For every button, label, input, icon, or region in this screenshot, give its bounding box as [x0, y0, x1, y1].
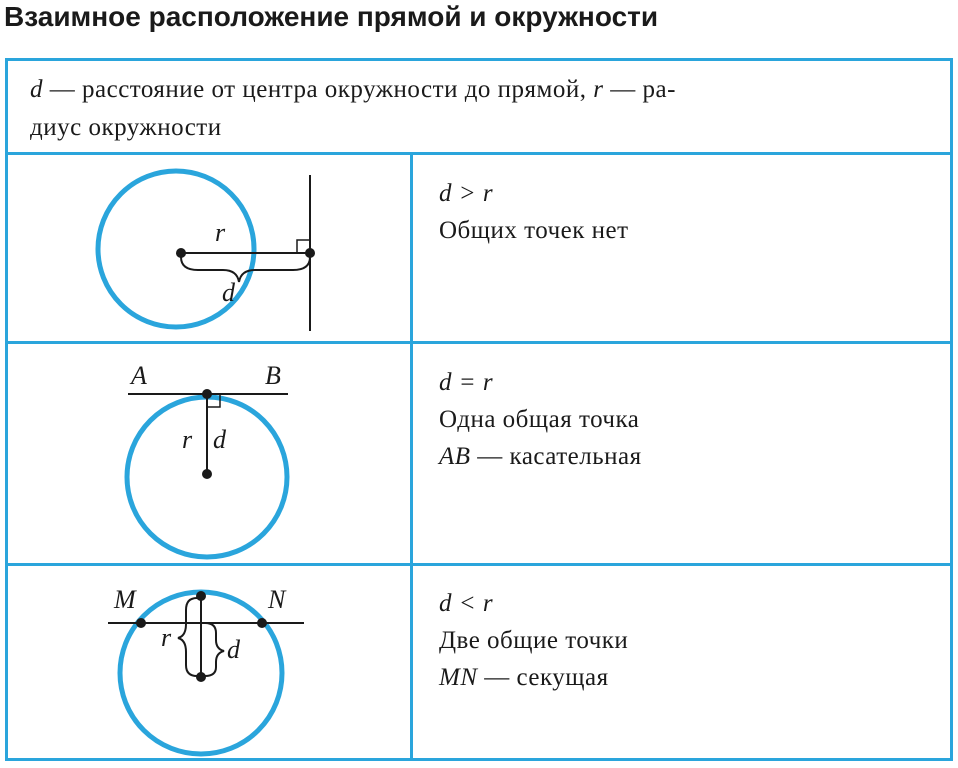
d-label: d — [213, 425, 226, 454]
center-point — [196, 672, 206, 682]
center-point — [176, 248, 186, 258]
row1-text — [439, 175, 929, 249]
r-label: r — [182, 425, 193, 454]
tangent-point — [202, 389, 212, 399]
brace-d — [205, 623, 224, 676]
description-2 — [439, 659, 929, 696]
d-symbol: d — [30, 76, 43, 103]
point-n-label: N — [268, 585, 286, 614]
brace-r — [178, 598, 197, 676]
figure-tangent — [8, 344, 410, 563]
point-m-label: M — [114, 585, 136, 614]
figure-no-intersection — [8, 155, 410, 341]
foot-point — [305, 248, 315, 258]
line-type: — секущая — [477, 664, 609, 691]
table-header-note — [30, 71, 930, 147]
line-name: AB — [439, 443, 471, 470]
row3-text — [439, 585, 929, 696]
figure-secant — [8, 566, 410, 758]
description-2 — [439, 438, 929, 475]
condition-label: d < r — [439, 590, 494, 617]
line-type: — касательная — [470, 443, 642, 470]
column-divider — [410, 152, 413, 761]
line-name: MN — [439, 664, 478, 691]
relations-table — [5, 58, 953, 761]
point-b-label: B — [265, 361, 281, 390]
description: Две общие точки — [439, 627, 629, 654]
point-n — [257, 618, 267, 628]
point-m — [136, 618, 146, 628]
point-a-label: A — [131, 361, 147, 390]
condition-label: d = r — [439, 369, 494, 396]
description: Общих точек нет — [439, 217, 629, 244]
r-symbol: r — [593, 76, 604, 103]
header-text-line2: диус окружности — [30, 114, 222, 141]
row2-text — [439, 364, 929, 475]
description: Одна общая точка — [439, 406, 640, 433]
header-text-part2: — ра- — [603, 76, 676, 103]
d-label: d — [222, 278, 235, 307]
condition-label: d > r — [439, 180, 494, 207]
radius-end-point — [196, 591, 206, 601]
r-label: r — [215, 218, 226, 247]
r-label: r — [161, 623, 172, 652]
page-title: Взаимное расположение прямой и окружности — [4, 1, 659, 32]
header-text-part1: — расстояние от центра окружности до прямой, — [43, 76, 594, 103]
center-point — [202, 469, 212, 479]
brace — [181, 257, 310, 282]
d-label: d — [227, 635, 240, 664]
